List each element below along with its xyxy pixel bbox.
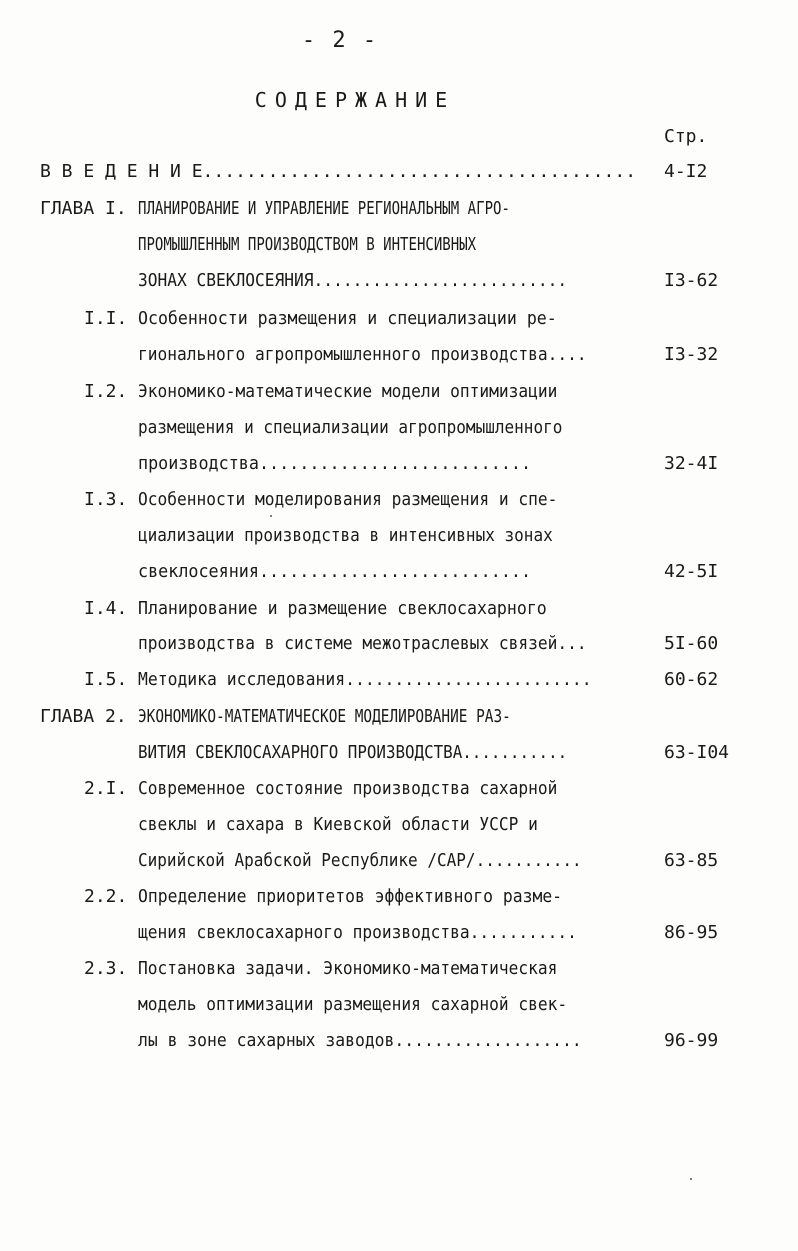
toc-entry-2-1-line1: Современное состояние производства сахарной <box>138 778 558 799</box>
toc-entry-1-4-pages: 5I-60 <box>664 633 719 654</box>
toc-entry-1-3-pages: 42-5I <box>664 561 719 582</box>
toc-entry-chapter2-line2: ВИТИЯ СВЕКЛОСАХАРНОГО ПРОИЗВОДСТВА........... <box>138 742 568 763</box>
page-title: СОДЕРЖАНИЕ <box>254 88 456 112</box>
toc-entry-1-4-number: I.4. <box>84 598 128 619</box>
toc-entry-chapter1-pages: I3-62 <box>664 270 719 291</box>
toc-entry-1-3-line1: Особенности моделирования размещения и спе- <box>138 489 558 510</box>
toc-entry-1-2-pages: 32-4I <box>664 453 719 474</box>
toc-entry-1-4-line2: производства в системе межотраслевых связей... <box>138 633 587 654</box>
page-column-label: Стр. <box>664 126 708 147</box>
toc-entry-1-5-line1: Методика исследования......................... <box>138 669 592 690</box>
toc-entry-2-2-number: 2.2. <box>84 886 128 907</box>
toc-entry-1-1-line1: Особенности размещения и специализации ре- <box>138 308 557 329</box>
toc-entry-2-3-number: 2.3. <box>84 958 128 979</box>
toc-entry-2-1-number: 2.I. <box>84 778 128 799</box>
toc-entry-2-3-line2: модель оптимизации размещения сахарной свек- <box>138 994 568 1015</box>
toc-entry-2-2-pages: 86-95 <box>664 922 719 943</box>
toc-entry-2-1-line3: Сирийской Арабской Республике /САР/........... <box>138 850 582 871</box>
toc-entry-1-3-number: I.3. <box>84 489 128 510</box>
scan-speck <box>690 1178 692 1180</box>
toc-entry-1-2-line1: Экономико-математические модели оптимизации <box>138 381 558 402</box>
toc-entry-2-1-pages: 63-85 <box>664 850 719 871</box>
toc-entry-1-2-line3: производства........................... <box>138 453 532 474</box>
page-number: - 2 - <box>301 28 379 53</box>
toc-entry-2-2-line1: Определение приоритетов эффективного разме- <box>138 886 563 907</box>
toc-entry-1-5-number: I.5. <box>84 669 128 690</box>
toc-entry-chapter1-line2: ПРОМЫШЛЕННЫМ ПРОИЗВОДСТВОМ В ИНТЕНСИВНЫХ <box>138 234 477 255</box>
toc-entry-chapter2-number: ГЛАВА 2. <box>40 706 127 727</box>
toc-entry-1-5-pages: 60-62 <box>664 669 719 690</box>
toc-entry-1-1-pages: I3-32 <box>664 344 719 365</box>
toc-entry-1-1-number: I.I. <box>84 308 128 329</box>
toc-entry-2-3-line1: Постановка задачи. Экономико-математическая <box>138 958 558 979</box>
toc-entry-2-1-line2: свеклы и сахара в Киевской области УССР и <box>138 814 538 835</box>
toc-entry-1-3-line3: свеклосеяния........................... <box>138 561 532 582</box>
toc-entry-chapter2-line1: ЭКОНОМИКО-МАТЕМАТИЧЕСКОЕ МОДЕЛИРОВАНИЕ РАЗ- <box>138 706 511 727</box>
toc-entry-1-2-line2: размещения и специализации агропромышленного <box>138 417 563 438</box>
scan-speck <box>270 515 272 517</box>
toc-entry-chapter1-line1: ПЛАНИРОВАНИЕ И УПРАВЛЕНИЕ РЕГИОНАЛЬНЫМ АГРО- <box>138 198 510 219</box>
toc-entry-chapter1-line3: ЗОНАХ СВЕКЛОСЕЯНИЯ.......................... <box>138 270 568 291</box>
toc-entry-2-2-line2: щения свеклосахарного производства........... <box>138 922 577 943</box>
toc-entry-introduction-title: В В Е Д Е Н И Е........................................ <box>40 161 637 182</box>
toc-entry-chapter1-number: ГЛАВА I. <box>40 198 127 219</box>
toc-entry-1-3-line2: циализации производства в интенсивных зонах <box>138 525 553 546</box>
toc-entry-introduction-pages: 4-I2 <box>664 161 708 182</box>
toc-entry-1-4-line1: Планирование и размещение свеклосахарного <box>138 598 547 619</box>
toc-entry-chapter2-pages: 63-I04 <box>664 742 730 763</box>
toc-entry-2-3-pages: 96-99 <box>664 1030 719 1051</box>
toc-entry-1-1-line2: гионального агропромышленного производства.... <box>138 344 587 365</box>
toc-entry-1-2-number: I.2. <box>84 381 128 402</box>
toc-entry-2-3-line3: лы в зоне сахарных заводов................... <box>138 1030 582 1051</box>
